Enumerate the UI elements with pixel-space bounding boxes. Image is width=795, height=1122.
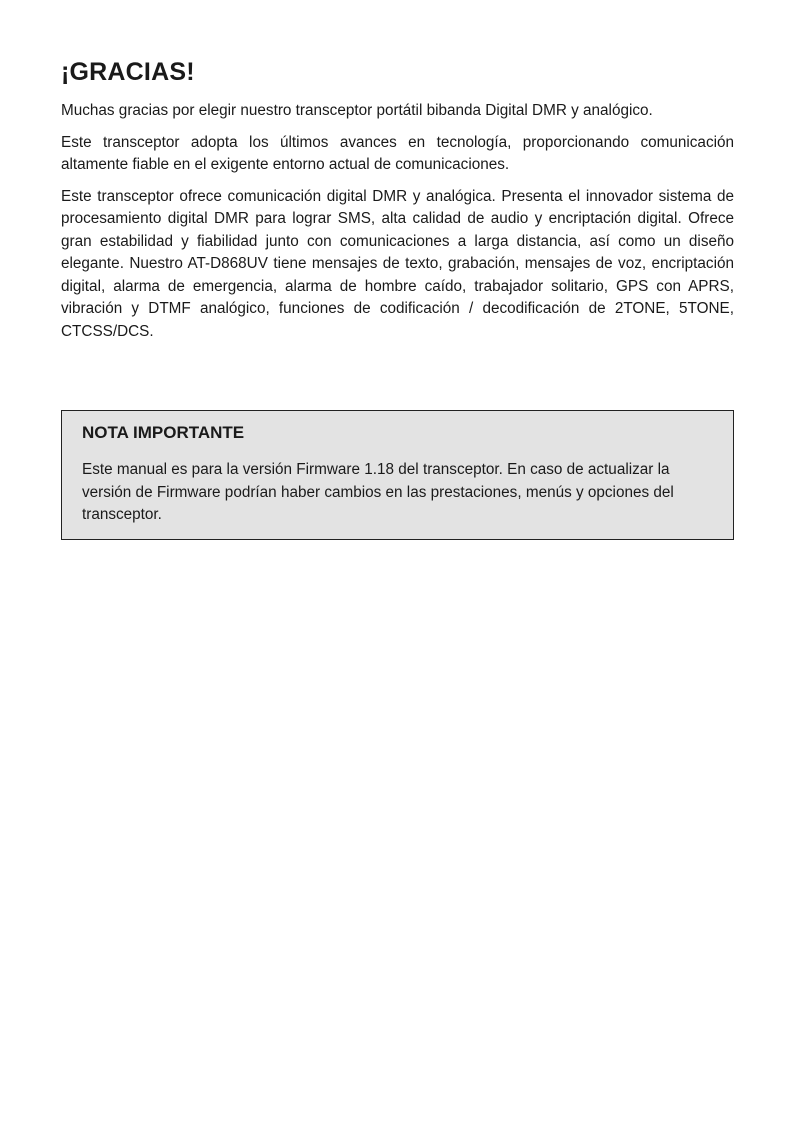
important-note-box (61, 410, 734, 540)
document-body (61, 56, 734, 352)
page-title: ¡GRACIAS! (61, 58, 195, 86)
paragraph-technology: Este transceptor adopta los últimos avances en tecnología, proporcionando comunicación altamente fiable en el exigente entorno actual de comunicaciones. (61, 133, 734, 173)
paragraph-thanks: Muchas gracias por elegir nuestro transceptor portátil bibanda Digital DMR y analógico. (61, 102, 653, 119)
note-text: Este manual es para la versión Firmware 1.18 del transceptor. En caso de actualizar la versión de Firmware podrían haber cambios en las prestaciones, menús y opciones del transceptor. (82, 461, 674, 523)
paragraph-features: Este transceptor ofrece comunicación digital DMR y analógica. Presenta el innovador sistema de procesamiento digital DMR para lograr SMS, alta calidad de audio y encriptación digital. Ofrece gran estabilidad y fiabilidad junto con comunicaciones a larga distancia, así como un diseño elegante. Nuestro AT-D868UV tiene mensajes de texto, grabación, mensajes de voz, encriptación digital, alarma de emergencia, alarma de hombre caído, trabajador solitario, GPS con APRS, vibración y DTMF analógico, funciones de codificación / decodificación de 2TONE, 5TONE, CTCSS/DCS. (61, 187, 734, 340)
note-title: NOTA IMPORTANTE (82, 423, 245, 442)
